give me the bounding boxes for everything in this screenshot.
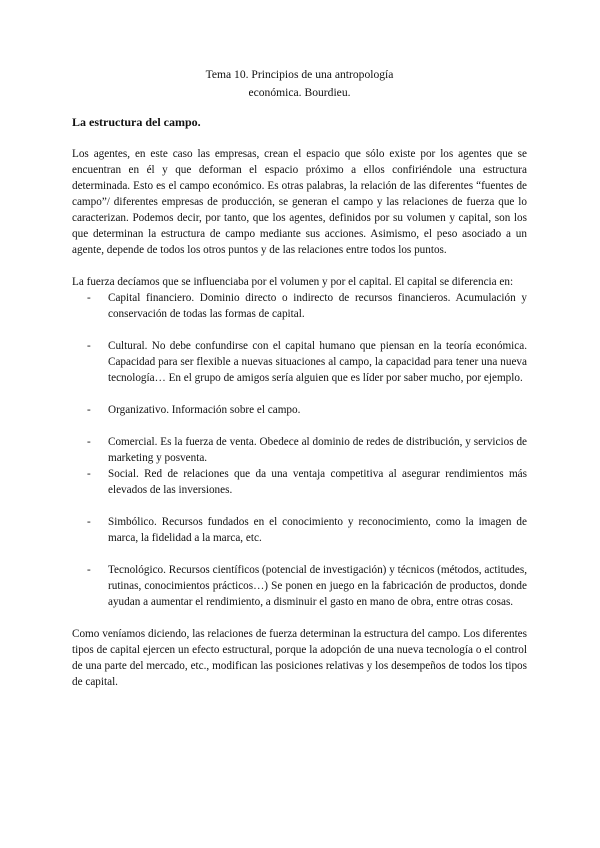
list-item-comercial	[72, 434, 527, 466]
list-item-text: Cultural. No debe confundirse con el capital humano que piensan en la teoría económica. Capacidad para ser flexible a nuevas situaciones al campo, la capacidad para tener una nueva tecnología… En el grupo de amigos sería alguien que es líder por saber mucho, por ejemplo.	[108, 340, 527, 384]
title-line-1: Tema 10. Principios de una antropología	[205, 68, 394, 81]
list-dash: -	[87, 436, 91, 448]
list-dash: -	[87, 516, 91, 528]
list-dash: -	[87, 292, 91, 304]
list-item-text: Simbólico. Recursos fundados en el conocimiento y reconocimiento, como la imagen de marca, la fidelidad a la marca, etc.	[108, 516, 527, 544]
list-item-organizativo	[72, 402, 527, 418]
document-title	[72, 66, 527, 102]
list-item-tecnologico	[72, 562, 527, 610]
paragraph-agents: Los agentes, en este caso las empresas, crean el espacio que sólo existe por los agentes que se encuentran en él y que deforman el espacio próximo a ellos confiriéndole una estructura determinada. Esto es el campo económico. Es otras palabras, la relación de las diferentes “fuentes de campo”/ diferentes empresas de producción, se generan el campo y las relaciones de fuerza que lo caracterizan. Podemos decir, por tanto, que los agentes, definidos por su volumen y capital, son los que determinan la estructura de campo mediante sus acciones. Asimismo, el peso asociado a un agente, depende de todos los otros puntos y de las relaciones entre todos los puntos.	[72, 148, 527, 256]
list-item-cultural	[72, 338, 527, 386]
capital-types-list	[72, 290, 527, 610]
list-item-text: Capital financiero. Dominio directo o indirecto de recursos financieros. Acumulación y conservación de todas las formas de capital.	[108, 292, 527, 320]
list-dash: -	[87, 404, 91, 416]
document-page	[72, 66, 527, 706]
list-item-text: Comercial. Es la fuerza de venta. Obedece al dominio de redes de distribución, y servicios de marketing y posventa.	[108, 436, 527, 464]
list-dash: -	[87, 340, 91, 352]
list-item-text: Organizativo. Información sobre el campo.	[108, 404, 301, 416]
list-dash: -	[87, 564, 91, 576]
section-heading: La estructura del campo.	[72, 115, 201, 129]
list-item-simbolico	[72, 514, 527, 546]
list-item-social	[72, 466, 527, 498]
list-item-text: Social. Red de relaciones que da una ventaja competitiva al asegurar rendimientos más elevados de las inversiones.	[108, 468, 527, 496]
list-item-text: Tecnológico. Recursos científicos (potencial de investigación) y técnicos (métodos, actitudes, rutinas, conocimientos prácticos…) Se ponen en juego en la fabricación de productos, donde ayudan a aumentar el rendimiento, a disminuir el gasto en mano de obra, entre otras cosas.	[108, 564, 527, 608]
paragraph-conclusion: Como veníamos diciendo, las relaciones de fuerza determinan la estructura del campo. Los diferentes tipos de capital ejercen un efecto estructural, porque la adopción de una nueva tecnología o el control de una parte del mercado, etc., modifican las posiciones relativas y los desempeños de todos los tipos de capital.	[72, 628, 527, 688]
list-item-financiero	[72, 290, 527, 322]
paragraph-capital-intro: La fuerza decíamos que se influenciaba por el volumen y por el capital. El capital se diferencia en:	[72, 276, 514, 288]
title-line-2: económica. Bourdieu.	[248, 86, 351, 99]
list-dash: -	[87, 468, 91, 480]
